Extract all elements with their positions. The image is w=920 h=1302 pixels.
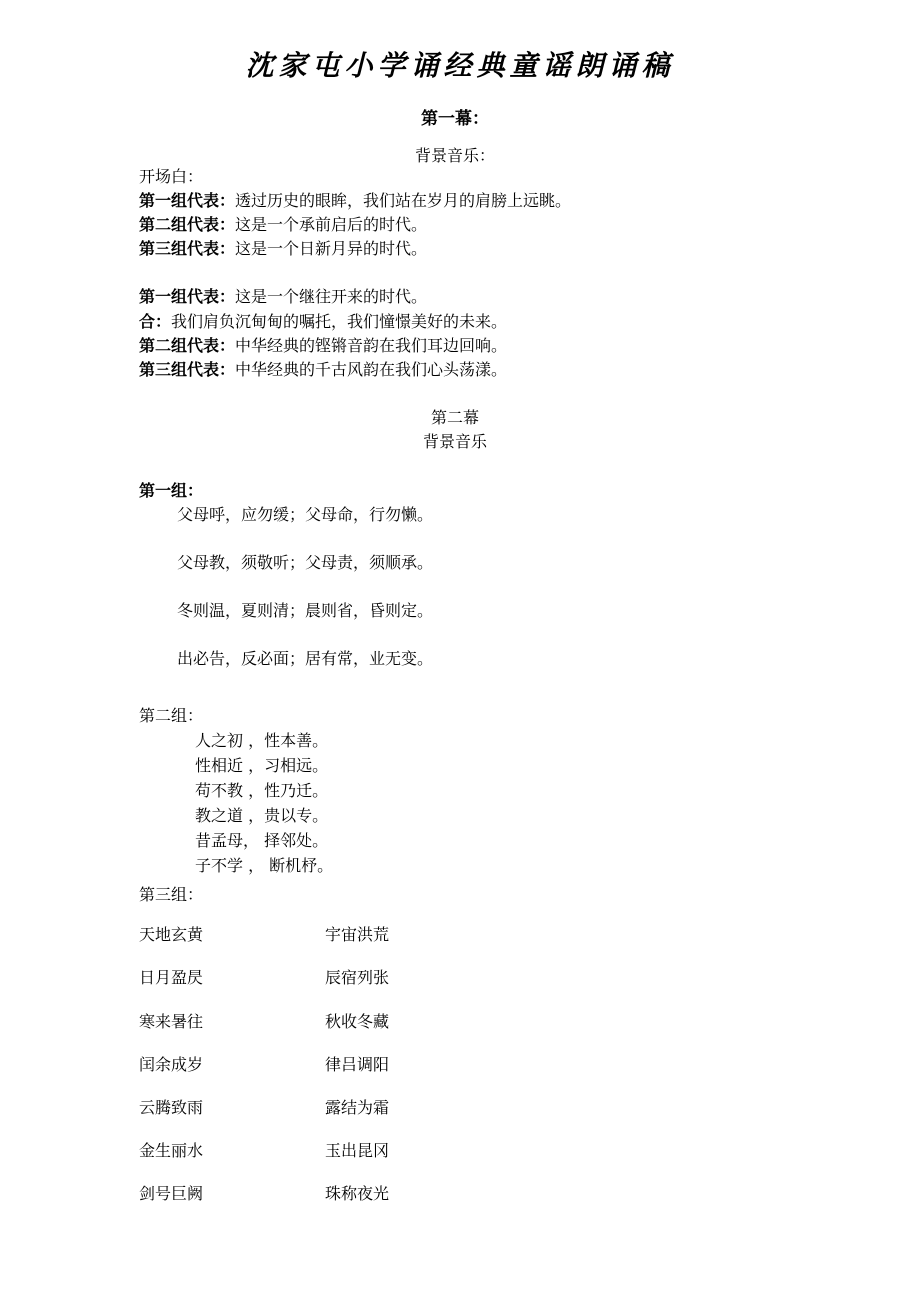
- group2-label: 第二组：: [139, 706, 204, 725]
- dialogue-text: 透过历史的眼眸，我们站在岁月的肩膀上远眺。: [235, 191, 572, 210]
- verse-line: 出必告，反必面；居有常，业无变。: [177, 649, 434, 668]
- verse-line: 父母教，须敬听；父母责，须顺承。: [177, 553, 434, 572]
- dialogue-text: 这是一个日新月异的时代。: [235, 239, 428, 258]
- dialogue-line: [139, 239, 427, 259]
- act2-heading: 第二幕: [430, 408, 479, 427]
- dialogue-line: [139, 287, 427, 307]
- dialogue-text: 这是一个继往开来的时代。: [235, 287, 428, 306]
- group3-label: 第三组：: [139, 885, 204, 904]
- dialogue-line: [139, 360, 507, 380]
- dialogue-text: 中华经典的千古风韵在我们心头荡漾。: [235, 360, 508, 379]
- verse-first-half: 日月盈昃: [139, 968, 204, 987]
- dialogue-line: [139, 215, 427, 235]
- dialogue-text: 中华经典的铿锵音韵在我们耳边回响。: [235, 336, 508, 355]
- verse-second-half: 露结为霜: [325, 1098, 390, 1117]
- speaker-label: 第二组代表：: [139, 215, 236, 234]
- speaker-label: 第一组代表：: [139, 287, 236, 306]
- speaker-label: 第二组代表：: [139, 336, 236, 355]
- group1-label: 第一组：: [139, 481, 204, 500]
- verse-line: 冬则温，夏则清；晨则省，昏则定。: [177, 601, 434, 620]
- verse-first-half: 天地玄黄: [139, 925, 204, 944]
- dialogue-line: [139, 312, 507, 332]
- verse-first-half: 金生丽水: [139, 1141, 204, 1160]
- speaker-label: 合：: [139, 312, 172, 331]
- dialogue-line: [139, 336, 507, 356]
- opening-label: 开场白：: [139, 167, 204, 186]
- document-title: 沈家屯小学诵经典童谣朗诵稿: [245, 49, 675, 82]
- verse-second-half: 宇宙洪荒: [325, 925, 390, 944]
- verse-line: 子不学 ， 断机杼。: [195, 856, 334, 875]
- dialogue-line: [139, 191, 571, 211]
- act1-heading: 第一幕：: [421, 109, 489, 129]
- verse-line: 人之初 ，性本善。: [195, 731, 329, 750]
- speaker-label: 第三组代表：: [139, 360, 236, 379]
- verse-line: 性相近 ，习相远。: [195, 756, 329, 775]
- verse-line: 教之道 ，贵以专。: [195, 806, 329, 825]
- verse-second-half: 律吕调阳: [325, 1055, 390, 1074]
- verse-second-half: 秋收冬藏: [325, 1012, 390, 1031]
- verse-second-half: 辰宿列张: [325, 968, 390, 987]
- act2-music: 背景音乐: [422, 432, 487, 451]
- dialogue-text: 这是一个承前启后的时代。: [235, 215, 428, 234]
- verse-line: 昔孟母， 择邻处。: [195, 831, 329, 850]
- verse-first-half: 剑号巨阙: [139, 1184, 204, 1203]
- speaker-label: 第一组代表：: [139, 191, 236, 210]
- verse-second-half: 珠称夜光: [325, 1184, 390, 1203]
- verse-first-half: 寒来暑往: [139, 1012, 204, 1031]
- act1-music: 背景音乐：: [414, 146, 495, 165]
- verse-line: 父母呼，应勿缓；父母命，行勿懒。: [177, 505, 434, 524]
- verse-first-half: 闰余成岁: [139, 1055, 204, 1074]
- verse-line: 苟不教 ，性乃迁。: [195, 781, 329, 800]
- verse-first-half: 云腾致雨: [139, 1098, 204, 1117]
- dialogue-text: 我们肩负沉甸甸的嘱托，我们憧憬美好的未来。: [171, 312, 508, 331]
- speaker-label: 第三组代表：: [139, 239, 236, 258]
- verse-second-half: 玉出昆冈: [325, 1141, 390, 1160]
